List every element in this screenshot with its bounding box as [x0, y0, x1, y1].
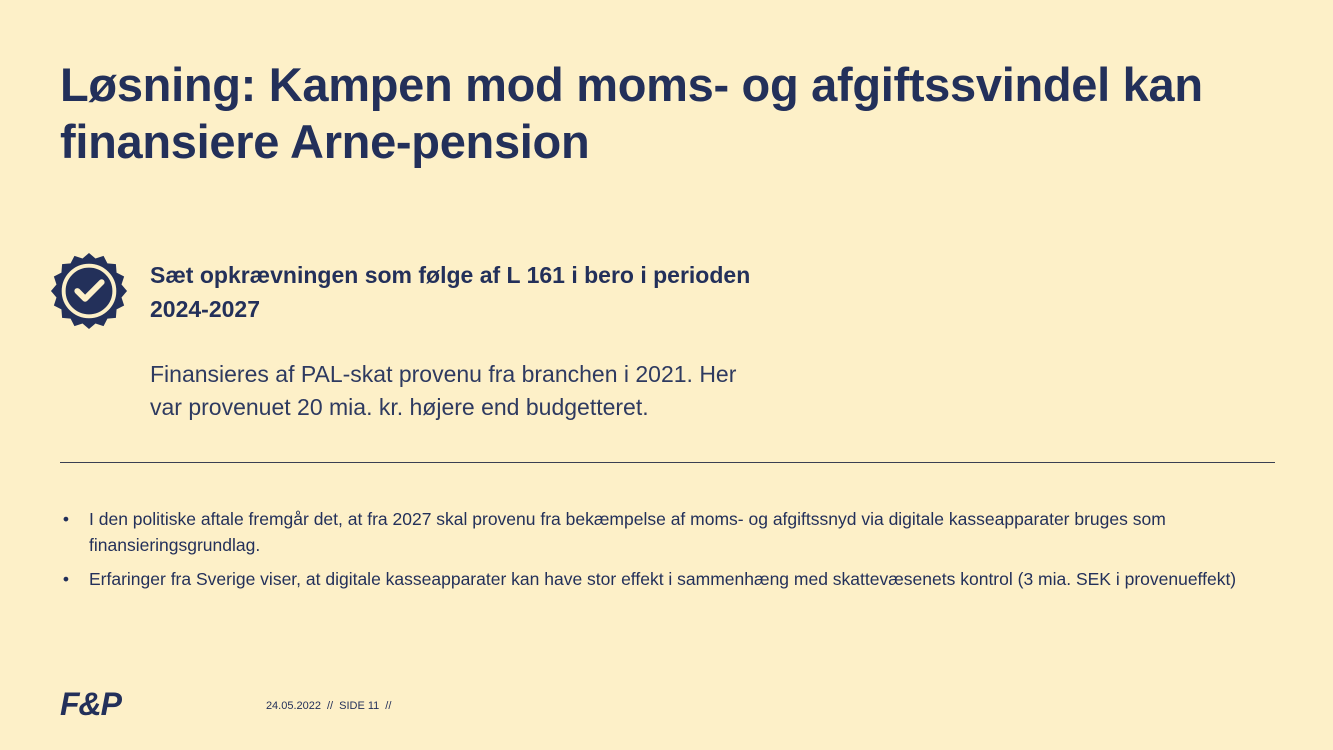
slide-footer — [263, 699, 391, 714]
solution-heading — [150, 258, 810, 326]
list-item — [60, 566, 1280, 592]
slide-title-line: finansiere Arne-pension — [60, 115, 590, 168]
slide-title — [60, 56, 1280, 170]
badge-svg — [50, 252, 128, 330]
list-item — [60, 506, 1280, 558]
fp-logo: F&P — [60, 686, 121, 722]
bullet-marker: • — [62, 509, 70, 529]
verified-check-badge-icon — [50, 252, 128, 330]
footer-page-number: SIDE 11 — [339, 700, 380, 712]
financing-text-line: var provenuet 20 mia. kr. højere end budgetteret. — [150, 394, 649, 420]
bullet-marker: • — [62, 569, 70, 589]
footer-separator: // — [385, 700, 392, 712]
bullet-text: I den politiske aftale fremgår det, at fra 2027 skal provenu fra bekæmpelse af moms- og afgiftssnyd via digitale kasseapparater bruges som finansieringsgrundlag. — [89, 509, 1166, 555]
bullet-list — [60, 506, 1280, 600]
financing-text-line: Finansieres af PAL-skat provenu fra branchen i 2021. Her — [150, 361, 737, 387]
divider-line — [60, 462, 1275, 463]
footer-date: 24.05.2022 — [265, 700, 321, 712]
footer-separator: // — [327, 700, 334, 712]
financing-text — [150, 358, 830, 424]
solution-heading-line: 2024-2027 — [150, 296, 260, 322]
solution-heading-line: Sæt opkrævningen som følge af L 161 i bero i perioden — [150, 262, 751, 288]
slide-title-line: Løsning: Kampen mod moms- og afgiftssvindel kan — [60, 58, 1203, 111]
bullet-text: Erfaringer fra Sverige viser, at digitale kasseapparater kan have stor effekt i sammenhæng med skattevæsenets kontrol (3 mia. SEK i provenueffekt) — [89, 569, 1237, 589]
